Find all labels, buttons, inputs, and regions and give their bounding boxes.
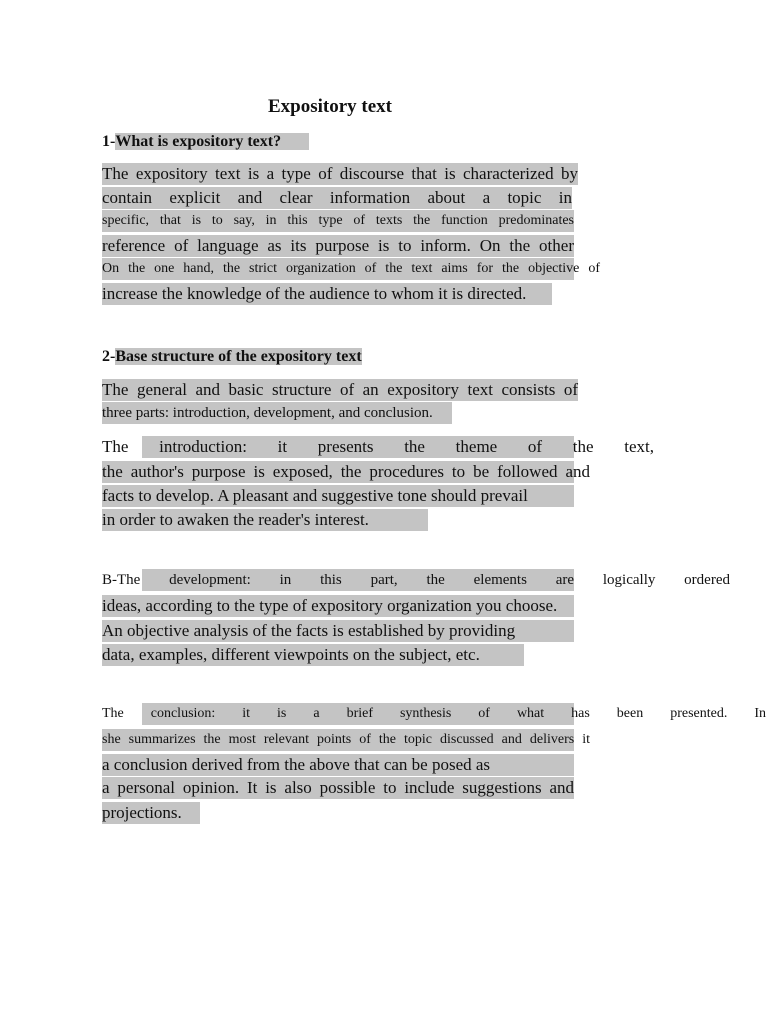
paragraph-line: B-The development: in this part, the elements are logically ordered [102,569,730,591]
section-1-number: 1- [102,133,116,150]
section-1-title: What is expository text? [115,133,309,150]
paragraph-line: An objective analysis of the facts is established by providing [102,620,574,642]
paragraph-line: On the one hand, the strict organization of the text aims for the objective of [102,258,600,280]
paragraph-line: The introduction: it presents the theme of the text, [102,437,654,456]
paragraph-line: The general and basic structure of an expository text consists of [102,380,578,399]
section-2-title: Base structure of the expository text [115,348,362,365]
paragraph-line: increase the knowledge of the audience to whom it is directed. [102,283,552,305]
section-2-number: 2- [102,348,116,365]
paragraph-line: a personal opinion. It is also possible to include suggestions and [102,778,574,797]
paragraph-line: data, examples, different viewpoints on the subject, etc. [102,644,524,666]
paragraph-line: The conclusion: it is a brief synthesis of what has been presented. In [102,703,766,725]
paragraph-line: a conclusion derived from the above that can be posed as [102,754,574,776]
paragraph-line: the author's purpose is exposed, the procedures to be followed and [102,462,590,481]
paragraph-line: projections. [102,802,200,824]
paragraph-line: ideas, according to the type of expository organization you choose. [102,595,586,617]
paragraph-line: specific, that is to say, in this type of texts the function predominates [102,210,574,232]
paragraph-line: contain explicit and clear information about a topic in [102,188,572,207]
section-2-heading [102,346,362,368]
paragraph-line: The expository text is a type of discourse that is characterized by [102,164,578,183]
paragraph-line: three parts: introduction, development, and conclusion. [102,402,474,424]
paragraph-line: in order to awaken the reader's interest. [102,509,428,531]
paragraph-line: facts to develop. A pleasant and suggestive tone should prevail [102,485,574,507]
document-title: Expository text [268,96,393,117]
paragraph-line: reference of language as its purpose is to inform. On the other [102,236,574,255]
section-1-heading [102,131,309,153]
paragraph-line: she summarizes the most relevant points of the topic discussed and delivers it [102,729,590,751]
